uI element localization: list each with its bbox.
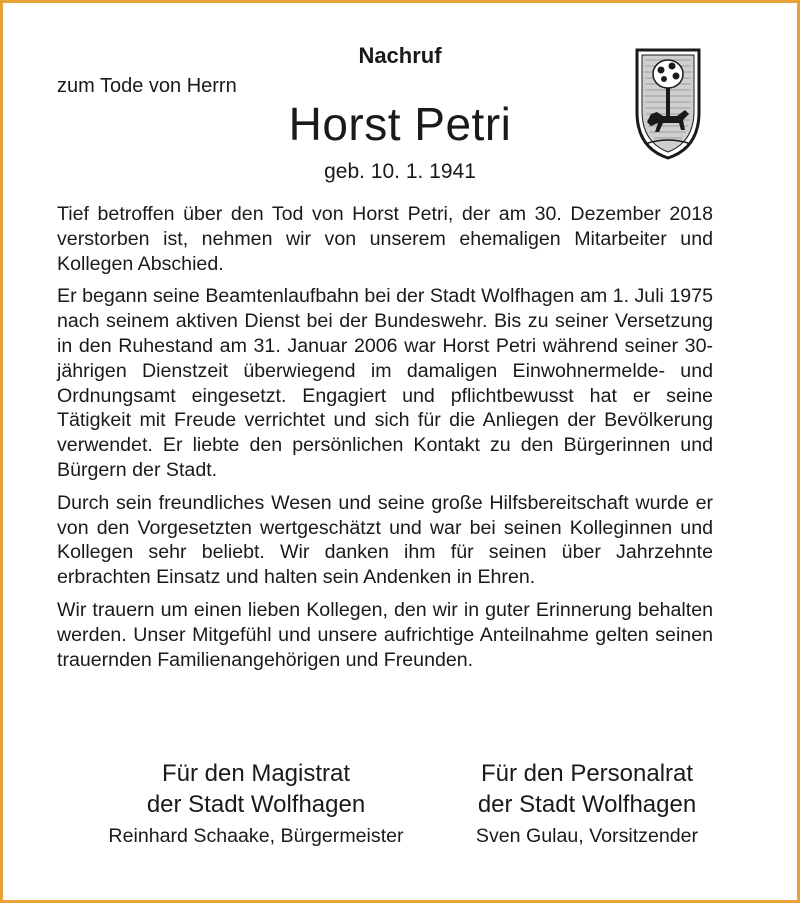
- signature-line: der Stadt Wolfhagen: [477, 791, 697, 818]
- paragraph: Wir trauern um einen lieben Kollegen, den wir in guter Erinnerung behalten werden. Unser Mitgefühl und unsere aufrichtige Anteilnahme gelten seinen trauernden Familienangehörigen und Freunden.: [57, 598, 713, 671]
- obituary-text: [57, 202, 713, 680]
- notice-intro: zum Tode von Herrn: [57, 75, 237, 97]
- deceased-name: Horst Petri: [288, 98, 512, 150]
- paragraph: Durch sein freundliches Wesen und seine große Hilfsbereitschaft wurde er von den Vorgesetzten wertgeschätzt und war bei seinen Kolleginnen und Kollegen sehr beliebt. Wir danken ihm für seinen über Jahrzehnte erbrachten Einsatz und halten sein Andenken in Ehren.: [57, 491, 713, 589]
- paragraph: Er begann seine Beamtenlaufbahn bei der Stadt Wolfhagen am 1. Juli 1975 nach seinem aktiven Dienst bei der Bundeswehr. Bis zu seiner Versetzung in den Ruhestand am 31. Januar 2006 war Horst Petri während seiner 30-jährigen Dienstzeit überwiegend im damaligen Einwohnermelde- und Ordnungsamt eingesetzt. Engagiert und pflichtbewusst hat er seine Tätigkeit mit Freude verrichtet und sich für die Anliegen der Bevölkerung verwendet. Er liebte den persönlichen Kontakt zu den Bürgerinnen und Bürgern der Stadt.: [57, 285, 713, 481]
- coat-of-arms-icon: [633, 44, 703, 162]
- signature-line: Für den Personalrat: [480, 760, 694, 787]
- signature-line: der Stadt Wolfhagen: [146, 791, 366, 818]
- signature-personalrat: [448, 758, 726, 848]
- signer-name: Reinhard Schaake, Bürgermeister: [108, 825, 404, 847]
- paragraph: Tief betroffen über den Tod von Horst Petri, der am 30. Dezember 2018 verstorben ist, nehmen wir von unserem ehemaligen Mitarbeiter und Kollegen Abschied.: [57, 203, 713, 275]
- signature-magistrat: [70, 758, 442, 848]
- birth-date: geb. 10. 1. 1941: [324, 160, 476, 183]
- signature-line: Für den Magistrat: [161, 760, 351, 787]
- signer-name: Sven Gulau, Vorsitzender: [475, 825, 699, 847]
- notice-heading: Nachruf: [358, 43, 442, 68]
